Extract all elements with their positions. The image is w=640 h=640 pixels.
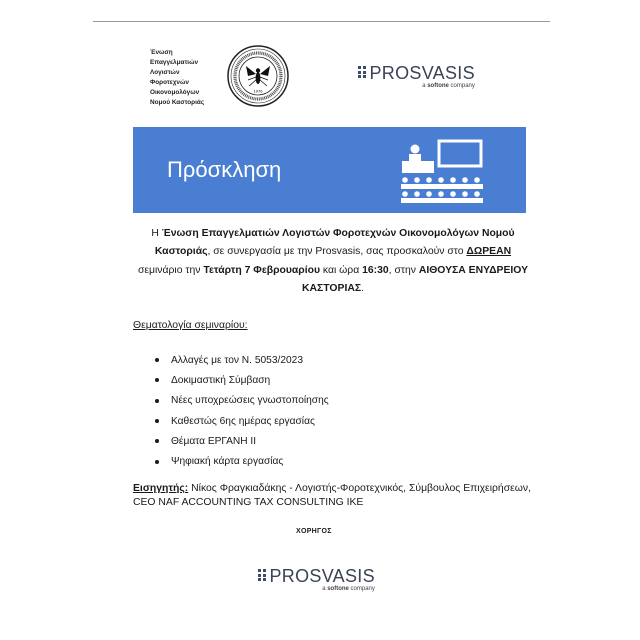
footer-prosvasis-logo xyxy=(258,567,375,593)
list-item: Δοκιμαστική Σύμβαση xyxy=(133,370,329,390)
association-name: Ένωση Επαγγελματιών Λογιστών Φοροτεχνών Οικονομολόγων Νομού Καστοριάς xyxy=(150,49,205,106)
bullet-icon xyxy=(155,419,159,423)
seal-year: 1976 xyxy=(253,88,263,94)
logo-word: PROSVASIS xyxy=(269,566,375,586)
list-item: Αλλαγές με τον Ν. 5053/2023 xyxy=(133,350,329,370)
association-seal xyxy=(226,44,290,108)
bullet-icon xyxy=(155,399,159,403)
prosvasis-logo xyxy=(358,64,475,90)
classroom-icon xyxy=(397,139,507,205)
prosvasis-mark-icon xyxy=(258,569,266,581)
list-item: Ψηφιακή κάρτα εργασίας xyxy=(133,451,329,471)
logo-tagline: a softone company xyxy=(422,83,475,89)
speaker-text: Νίκος Φραγκιαδάκης - Λογιστής-Φοροτεχνικός, Σύμβουλος Επιχειρήσεων, CEO NAF ACCOUNTING TAX CONSULTING IKE xyxy=(133,483,531,508)
top-divider xyxy=(93,21,550,22)
banner-title: Πρόσκληση xyxy=(167,157,282,182)
invitation-banner xyxy=(133,127,526,213)
bullet-icon xyxy=(155,460,159,464)
bullet-icon xyxy=(155,358,159,362)
speaker-label: Εισηγητής: xyxy=(133,483,189,494)
topics-list xyxy=(133,350,329,472)
sponsor-label: ΧΟΡΗΓΟΣ xyxy=(296,528,332,535)
logo-word: PROSVASIS xyxy=(369,63,475,83)
list-item: Καθεστώς 6ης ημέρας εργασίας xyxy=(133,411,329,431)
logo-tagline: a softone company xyxy=(322,586,375,592)
bullet-icon xyxy=(155,439,159,443)
speaker-info xyxy=(133,482,533,509)
bullet-icon xyxy=(155,378,159,382)
list-item: Θέματα ΕΡΓΑΝΗ ΙΙ xyxy=(133,431,329,451)
list-item: Νέες υποχρεώσεις γνωστοποίησης xyxy=(133,391,329,411)
topics-title: Θεματολογία σεμιναρίου: xyxy=(133,320,248,331)
invitation-paragraph: Η Ένωση Επαγγελματιών Λογιστών Φοροτεχνών Οικονομολόγων Νομού Καστοριάς, σε συνεργασία με την Prosvasis, σας προσκαλούν στο ΔΩΡΕΑΝ σεμινάριο την Τετάρτη 7 Φεβρουαρίου και ώρα 16:30, στην ΑΙΘΟΥΣΑ ΕΝΥΔΡΕΙΟΥ ΚΑΣΤΟΡΙΑΣ. xyxy=(137,228,529,294)
prosvasis-mark-icon xyxy=(358,66,366,78)
